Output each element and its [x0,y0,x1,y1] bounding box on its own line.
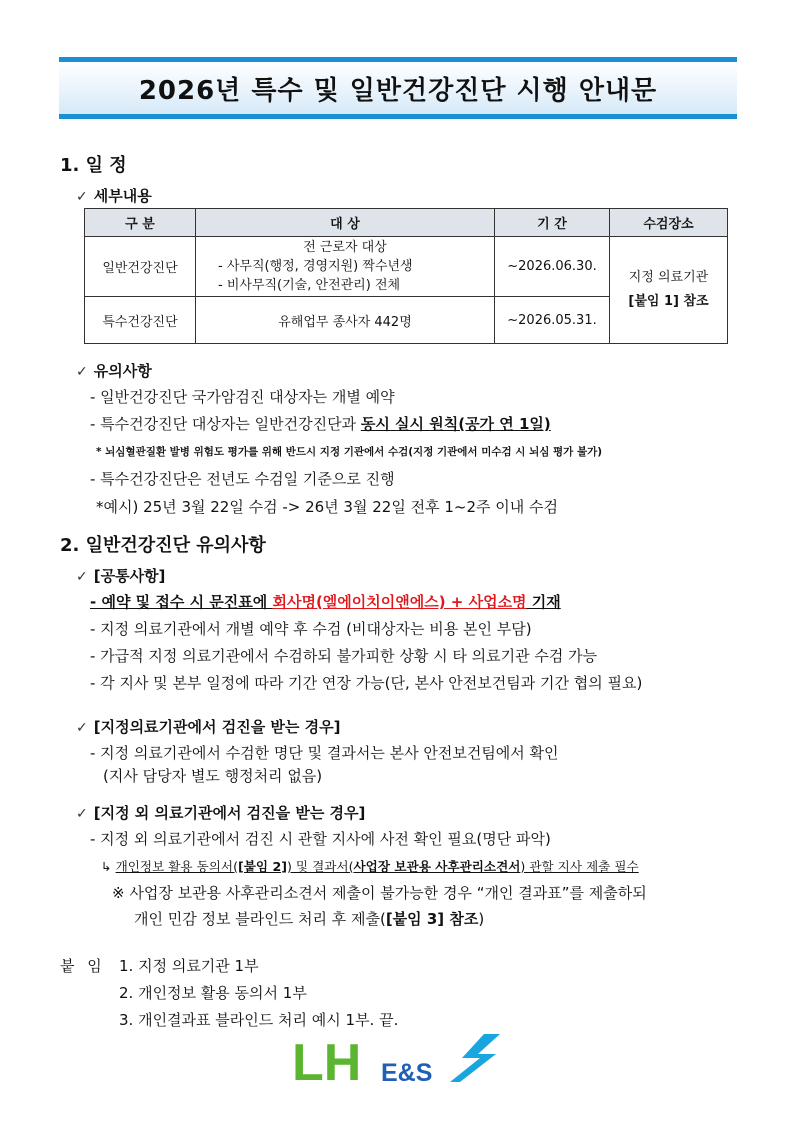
row-period: ~2026.06.30. [495,237,610,297]
designated-line: (지사 담당자 별도 행정처리 없음) [103,767,323,785]
row-type: 일반건강진단 [85,237,196,297]
note-line: - 일반건강진단 국가암검진 대상자는 개별 예약 [90,388,395,406]
logo-swoosh [450,1034,500,1082]
attachment-item: 3. 개인결과표 블라인드 처리 예시 1부. 끝. [119,1011,399,1029]
section1-heading: 1. 일 정 [60,155,127,176]
header-period: 기 간 [495,209,610,237]
attachment-item: 2. 개인정보 활용 동의서 1부 [119,984,307,1002]
check-icon: ✓ [76,720,88,736]
other-line: 개인 민감 정보 블라인드 처리 후 제출([붙임 3] 참조) [134,910,485,928]
section2-heading: 2. 일반건강진단 유의사항 [60,535,266,556]
designated-label: ✓ [지정의료기관에서 검진을 받는 경우] [76,718,341,736]
logo-text-sub: E&S [381,1059,433,1086]
row-target: 전 근로자 대상 - 사무직(행정, 경영지원) 짝수년생 - 비사무직(기술, 안전관리) 전체 [196,237,495,297]
note-line: *예시) 25년 3월 22일 수검 -> 26년 3월 22일 전후 1~2주 이내 수검 [96,498,558,516]
row-period: ~2026.05.31. [495,297,610,344]
check-icon: ✓ [76,806,88,822]
logo-icon [292,1030,502,1086]
common-line: - 지정 의료기관에서 개별 예약 후 수검 (비대상자는 비용 본인 부담) [90,620,532,638]
row-target: 유해업무 종사자 442명 [196,297,495,344]
common-label: ✓ [공통사항] [76,567,166,585]
logo-text-main: LH [292,1034,362,1086]
details-label: ✓ 세부내용 [76,187,152,205]
attachments-label: 붙 임 [60,957,102,975]
table-header-row [85,209,728,237]
header-type: 구 분 [85,209,196,237]
other-line: - 지정 외 의료기관에서 검진 시 관할 지사에 사전 확인 필요(명단 파악) [90,830,551,848]
arrow-icon: ↳ [101,859,112,874]
place-cell: 지정 의료기관 [붙임 1] 참조 [610,237,728,344]
common-line: - 가급적 지정 의료기관에서 수검하되 불가피한 상황 시 타 의료기관 수검 가능 [90,647,598,665]
check-icon: ✓ [76,189,88,205]
other-line: ↳ 개인정보 활용 동의서([붙임 2]) 및 결과서(사업장 보관용 사후관리소견서) 관할 지사 제출 필수 [101,859,639,874]
note-line: - 특수건강진단 대상자는 일반건강진단과 동시 실시 원칙(공가 연 1일) [90,415,551,433]
other-label: ✓ [지정 외 의료기관에서 검진을 받는 경우] [76,804,366,822]
header-place: 수검장소 [610,209,728,237]
other-line: ※ 사업장 보관용 사후관리소견서 제출이 불가능한 경우 “개인 결과표”를 제출하되 [112,884,647,902]
check-icon: ✓ [76,569,88,585]
note-small: * 뇌심혈관질환 발병 위험도 평가를 위해 반드시 지정 기관에서 수검(지정 기관에서 미수검 시 뇌심 평가 불가) [96,446,603,458]
company-logo [292,1030,502,1086]
note-line: - 특수건강진단은 전년도 수검일 기준으로 진행 [90,470,395,488]
header-target: 대 상 [196,209,495,237]
page-title: 2026년 특수 및 일반건강진단 시행 안내문 [138,75,658,106]
notes-label: ✓ 유의사항 [76,362,152,380]
check-icon: ✓ [76,364,88,380]
table-row [85,237,728,297]
row-type: 특수건강진단 [85,297,196,344]
designated-line: - 지정 의료기관에서 수검한 명단 및 결과서는 본사 안전보건팀에서 확인 [90,744,559,762]
common-line: - 각 지사 및 본부 일정에 따라 기간 연장 가능(단, 본사 안전보건팀과 기간 협의 필요) [90,674,643,692]
title-banner [59,57,737,119]
attachment-item: 1. 지정 의료기관 1부 [119,957,259,975]
schedule-table [84,208,728,344]
common-line: - 예약 및 접수 시 문진표에 회사명(엘에이치이앤에스) + 사업소명 기재 [90,593,561,611]
